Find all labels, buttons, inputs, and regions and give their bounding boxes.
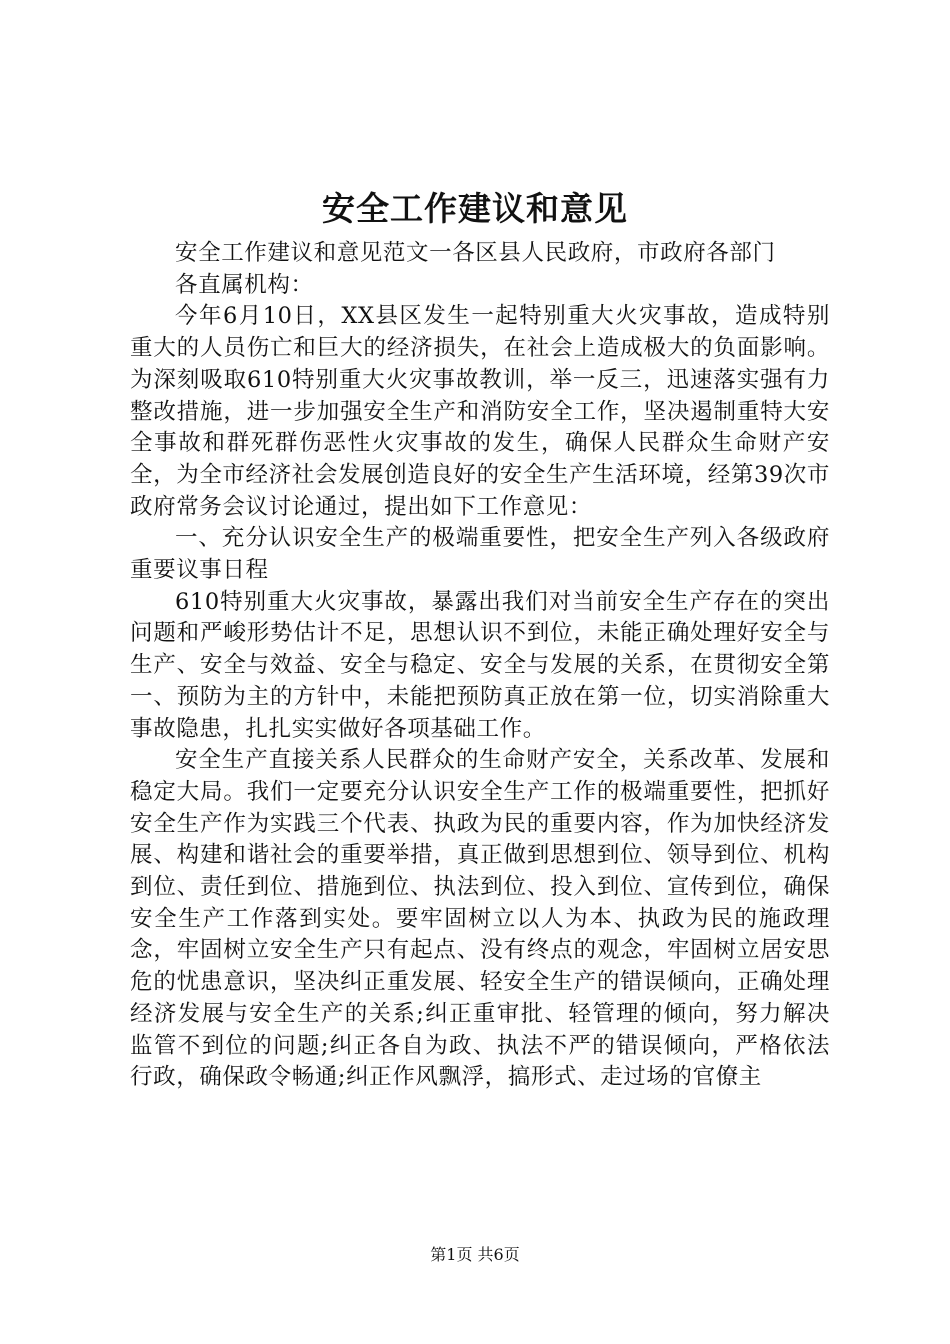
paragraph-recipients: 各直属机构： (175, 271, 314, 298)
paragraph-background: 今年6月10日，XX县区发生一起特别重大火灾事故，造成特别重大的人员伤亡和巨大的经济损失，在社会上造成极大的负面影响。为深刻吸取610特别重大火灾事故教训，举一反三，迅速落实强有力整改措施，进一步加强安全生产和消防安全工作，坚决遏制重特大安全事故和群死群伤恶性火灾事故的发生，确保人民群众生命财产安全，为全市经济社会发展创造良好的安全生产生活环境，经第39次市政府常务会议讨论通过，提出如下工作意见： (130, 303, 830, 520)
document-title: 安全工作建议和意见 (322, 189, 628, 228)
document-body (130, 238, 830, 1094)
paragraph-safety-importance: 安全生产直接关系人民群众的生命财产安全，关系改革、发展和稳定大局。我们一定要充分认识安全生产工作的极端重要性，把抓好安全生产作为实践三个代表、执政为民的重要内容，作为加快经济发展、构建和谐社会的重要举措，真正做到思想到位、领导到位、机构到位、责任到位、措施到位、执法到位、投入到位、宣传到位，确保安全生产工作落到实处。要牢固树立以人为本、执政为民的施政理念，牢固树立安全生产只有起点、没有终点的观念，牢固树立居安思危的忧患意识，坚决纠正重发展、轻安全生产的错误倾向，正确处理经济发展与安全生产的关系;纠正重审批、轻管理的倾向，努力解决监管不到位的问题;纠正各自为政、执法不严的错误倾向，严格依法行政，确保政令畅通;纠正作风飘浮，搞形式、走过场的官僚主 (130, 747, 830, 1091)
page-footer: 第1页 共6页 (430, 1245, 520, 1264)
paragraph-intro: 安全工作建议和意见范文一各区县人民政府，市政府各部门 (175, 240, 776, 266)
paragraph-accident-lessons: 610特别重大火灾事故，暴露出我们对当前安全生产存在的突出问题和严峻形势估计不足，思想认识不到位，未能正确处理好安全与生产、安全与效益、安全与稳定、安全与发展的关系，在贯彻安全第一、预防为主的方针中，未能把预防真正放在第一位，切实消除重大事故隐患，扎扎实实做好各项基础工作。 (130, 588, 830, 742)
section-heading-1: 一、充分认识安全生产的极端重要性，把安全生产列入各级政府重要议事日程 (130, 525, 830, 584)
